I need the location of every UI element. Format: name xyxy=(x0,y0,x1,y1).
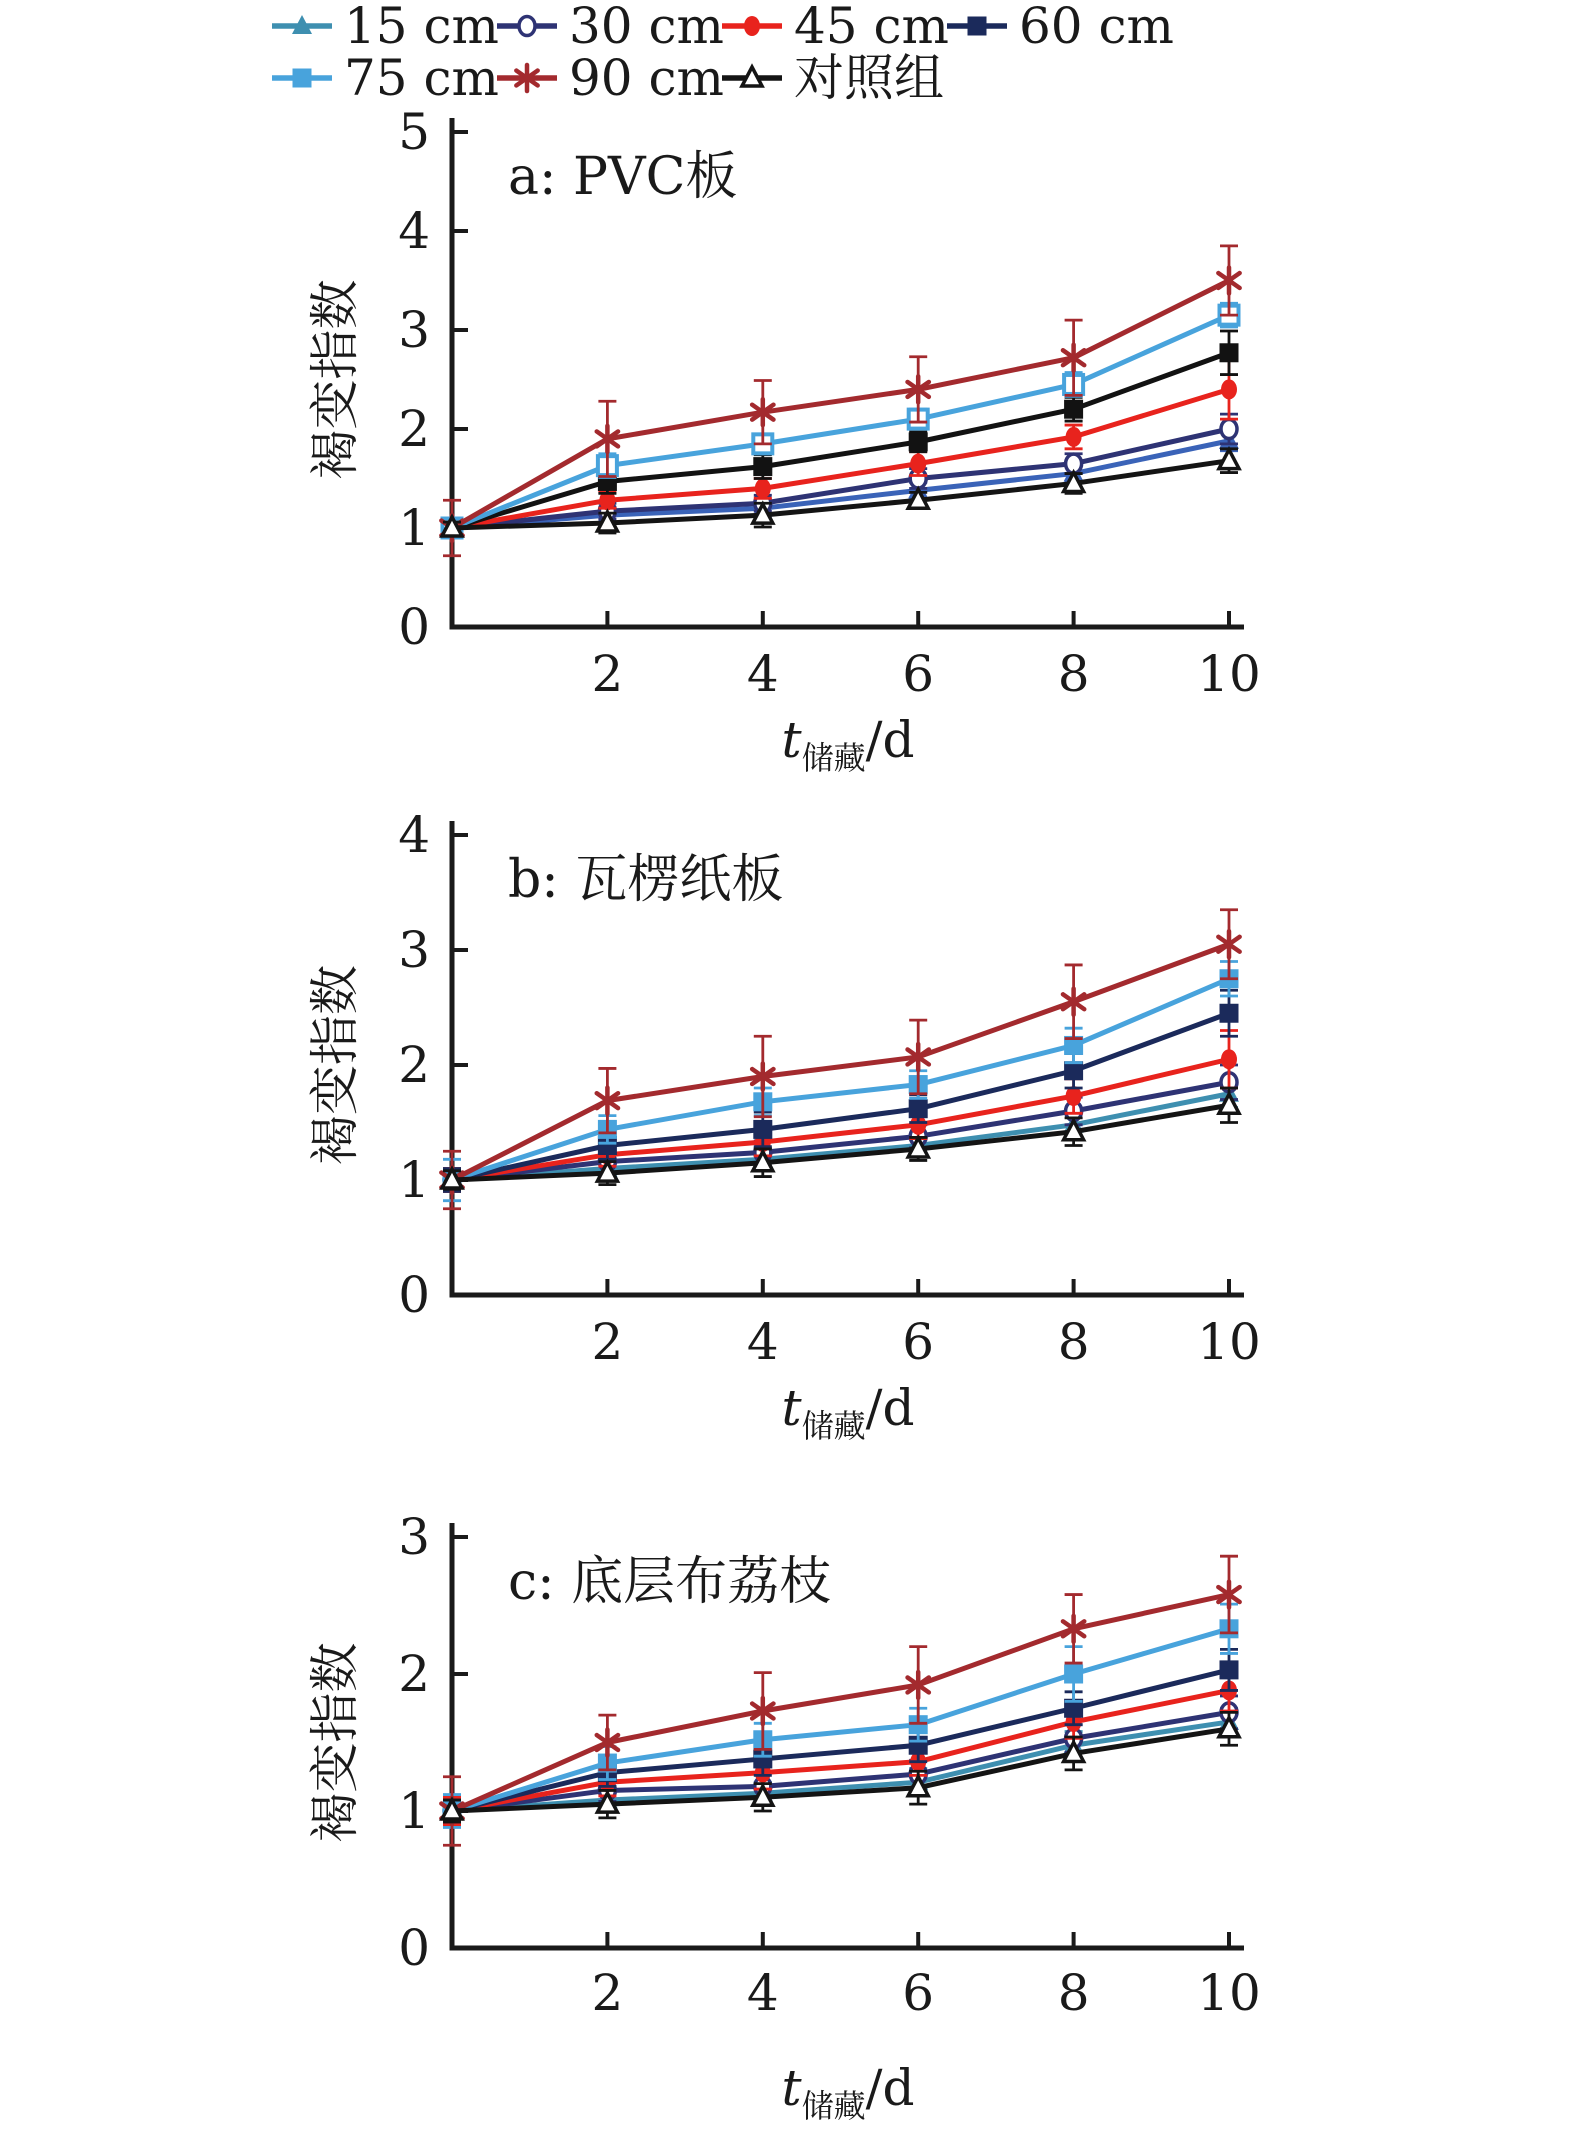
y-tick-label: 3 xyxy=(398,921,430,979)
y-tick-label: 0 xyxy=(398,598,430,656)
y-axis-label: 褐变指数 xyxy=(306,965,364,1165)
x-tick-label: 6 xyxy=(902,1964,935,2022)
x-tick-label: 10 xyxy=(1197,645,1261,703)
y-tick-label: 1 xyxy=(398,1151,430,1209)
x-tick-label: 4 xyxy=(746,1964,779,2022)
x-axis-label: $t_{储藏}/d$ xyxy=(781,711,915,777)
x-tick-label: 4 xyxy=(746,645,779,703)
legend xyxy=(272,0,1174,107)
y-tick-label: 1 xyxy=(398,499,430,557)
y-tick-label: 3 xyxy=(398,301,430,359)
legend-item-45-cm xyxy=(722,0,949,55)
data-point-marker xyxy=(909,432,928,451)
y-tick-label: 3 xyxy=(398,1508,430,1566)
x-tick-label: 2 xyxy=(591,1964,624,2022)
x-axis-label: $t_{储藏}/d$ xyxy=(781,2059,915,2125)
x-tick-label: 10 xyxy=(1197,1313,1261,1371)
y-tick-label: 0 xyxy=(398,1266,430,1324)
data-point-marker xyxy=(1064,400,1083,419)
series-line xyxy=(452,315,1229,528)
legend-item-30-cm xyxy=(497,0,724,55)
legend-item-control xyxy=(722,49,944,107)
x-tick-label: 6 xyxy=(902,645,935,703)
x-tick-label: 8 xyxy=(1057,645,1090,703)
data-point-marker xyxy=(519,17,535,36)
y-tick-label: 0 xyxy=(398,1919,430,1977)
legend-item-90-cm xyxy=(497,49,724,107)
data-point-marker xyxy=(968,17,987,36)
x-axis-label: $t_{储藏}/d$ xyxy=(781,1379,915,1445)
data-point-marker xyxy=(1221,379,1237,399)
series-line xyxy=(452,979,1229,1180)
legend-item-15-cm xyxy=(272,0,499,55)
y-tick-label: 5 xyxy=(398,103,430,161)
data-point-marker xyxy=(293,69,312,88)
legend-label: 90 cm xyxy=(569,49,724,107)
legend-label: 45 cm xyxy=(794,0,949,55)
y-axis-label: 褐变指数 xyxy=(306,279,364,480)
x-tick-label: 8 xyxy=(1057,1964,1090,2022)
y-tick-label: 2 xyxy=(398,400,430,458)
legend-label: 30 cm xyxy=(569,0,724,55)
chart-c xyxy=(306,1508,1261,2125)
x-tick-label: 2 xyxy=(591,1313,624,1371)
y-tick-label: 2 xyxy=(398,1036,430,1094)
y-tick-label: 4 xyxy=(398,806,430,864)
y-tick-label: 1 xyxy=(398,1782,430,1840)
data-point-marker xyxy=(909,1099,928,1118)
legend-label: 60 cm xyxy=(1019,0,1174,55)
legend-item-60-cm xyxy=(947,0,1174,55)
data-point-marker xyxy=(1220,1660,1239,1679)
data-point-marker xyxy=(755,478,771,498)
panel-title: b: 瓦楞纸板 xyxy=(508,850,784,910)
data-point-marker xyxy=(753,1120,772,1139)
x-tick-label: 4 xyxy=(746,1313,779,1371)
data-point-marker xyxy=(910,454,926,474)
x-tick-label: 6 xyxy=(902,1313,935,1371)
y-tick-label: 4 xyxy=(398,202,430,260)
data-point-marker xyxy=(1220,1004,1239,1023)
legend-label: 75 cm xyxy=(344,49,499,107)
x-tick-label: 10 xyxy=(1197,1964,1261,2022)
series-45-cm xyxy=(443,360,1238,538)
chart-a xyxy=(306,103,1261,777)
y-tick-label: 2 xyxy=(398,1645,430,1703)
data-point-marker xyxy=(744,16,760,36)
data-point-marker xyxy=(1221,420,1237,439)
x-tick-label: 8 xyxy=(1057,1313,1090,1371)
x-tick-label: 2 xyxy=(591,645,624,703)
legend-item-75-cm xyxy=(272,49,499,107)
data-point-marker xyxy=(1220,343,1239,362)
y-axis-label: 褐变指数 xyxy=(306,1642,364,1843)
panel-title: a: PVC板 xyxy=(508,147,738,207)
legend-label: 15 cm xyxy=(344,0,499,55)
data-point-marker xyxy=(1066,427,1082,447)
panel-title: c: 底层布荔枝 xyxy=(508,1552,832,1612)
data-point-marker xyxy=(1064,1665,1083,1684)
data-point-marker xyxy=(753,457,772,476)
data-point-marker xyxy=(1221,1049,1237,1069)
legend-label: 对照组 xyxy=(794,49,944,107)
chart-b xyxy=(306,806,1261,1445)
